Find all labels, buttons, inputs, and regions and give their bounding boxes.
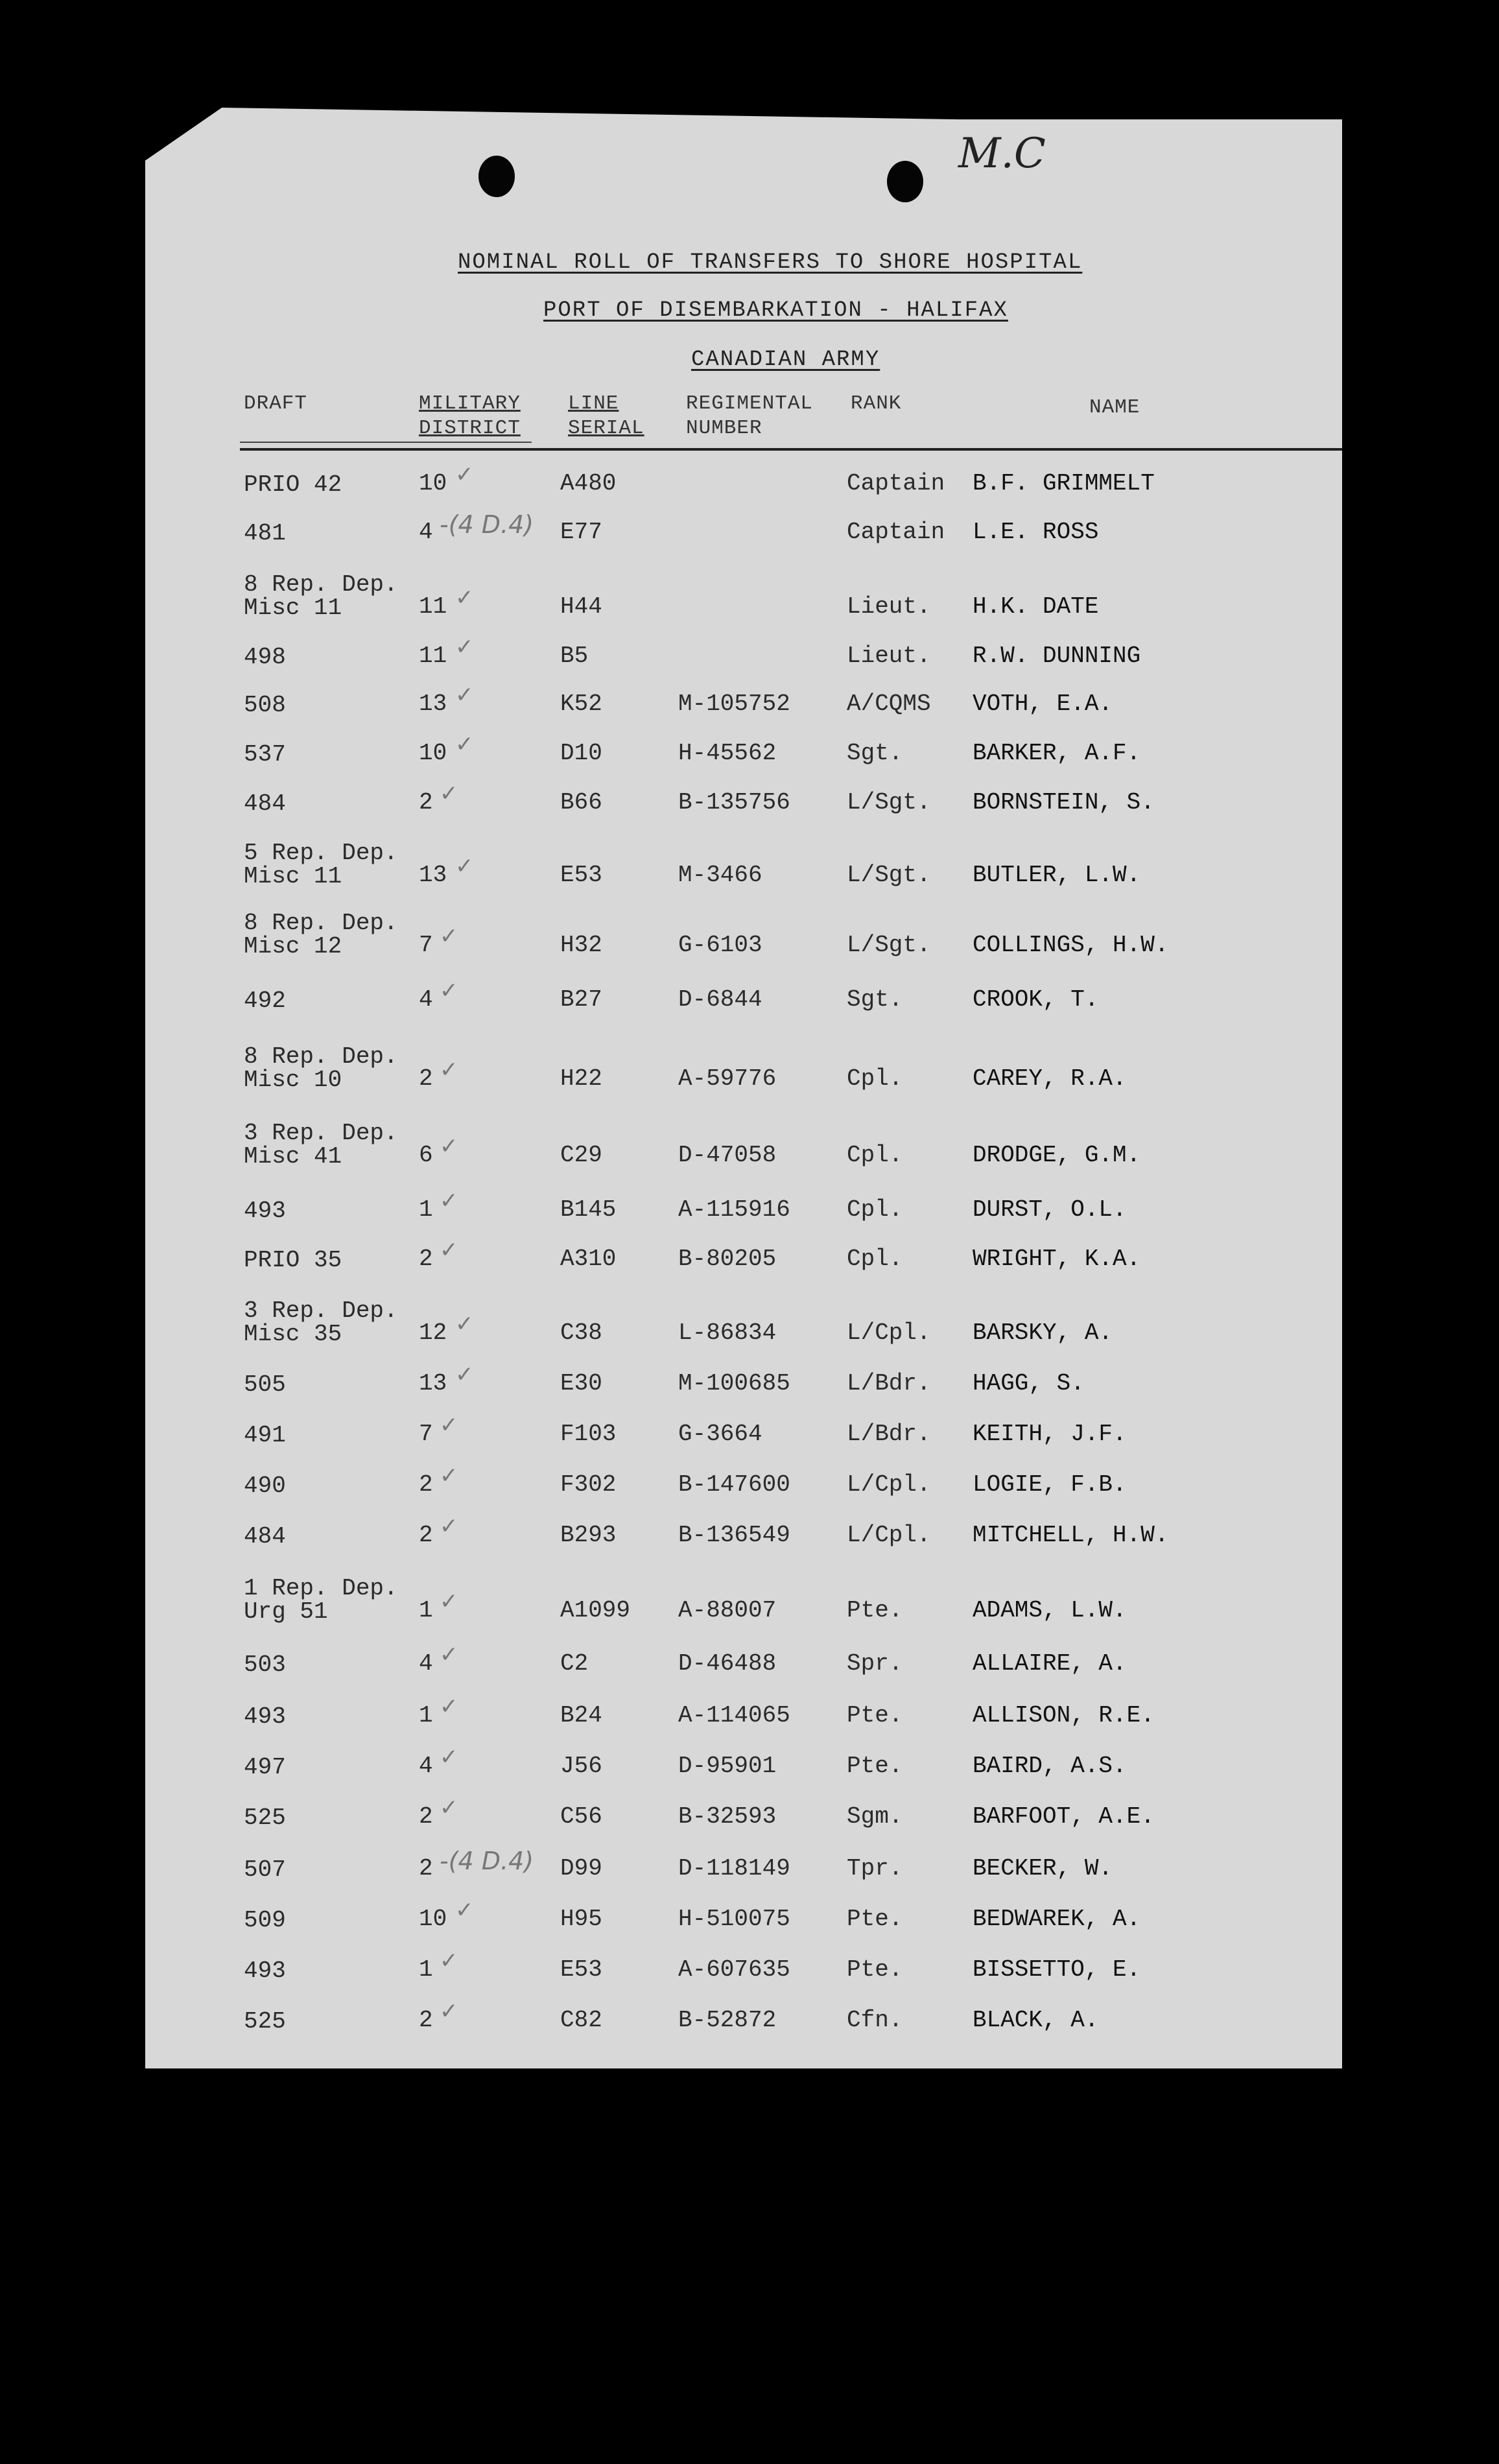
table-row bbox=[0, 1889, 1499, 1935]
draft-cell: 525 bbox=[244, 1805, 286, 1831]
rank-cell: Captain bbox=[847, 519, 945, 545]
table-row bbox=[0, 840, 1499, 891]
regimental-number-cell: B-32593 bbox=[678, 1803, 777, 1830]
table-row bbox=[0, 454, 1499, 499]
check-mark-icon: ✓ bbox=[440, 1057, 458, 1083]
table-row bbox=[0, 1634, 1499, 1679]
check-mark-icon: ✓ bbox=[455, 1897, 474, 1923]
check-mark-icon: ✓ bbox=[440, 1513, 458, 1539]
check-mark-icon: ✓ bbox=[440, 1998, 458, 2024]
regimental-number-cell: G-3664 bbox=[678, 1421, 762, 1447]
rank-cell: L/Cpl. bbox=[847, 1471, 931, 1498]
table-row bbox=[0, 773, 1499, 818]
draft-cell: 8 Rep. Dep. Misc 12 bbox=[244, 910, 398, 960]
rank-cell: Lieut. bbox=[847, 643, 931, 669]
rank-cell: Cpl. bbox=[847, 1142, 903, 1168]
draft-cell: 484 bbox=[244, 1523, 286, 1550]
line-serial-cell: F302 bbox=[560, 1471, 617, 1498]
rank-cell: A/CQMS bbox=[847, 691, 931, 717]
name-cell: VOTH, E.A. bbox=[973, 691, 1113, 717]
check-mark-icon: ✓ bbox=[455, 853, 474, 879]
district-cell: 2 bbox=[419, 1471, 433, 1498]
check-mark-icon: ✓ bbox=[440, 1795, 458, 1821]
regimental-number-cell: A-114065 bbox=[678, 1702, 790, 1729]
line-serial-cell: E30 bbox=[560, 1370, 602, 1397]
draft-cell: 497 bbox=[244, 1754, 286, 1781]
line-serial-cell: C29 bbox=[560, 1142, 602, 1168]
line-serial-cell: C82 bbox=[560, 2007, 602, 2033]
rank-cell: Tpr. bbox=[847, 1855, 903, 1882]
name-cell: BUTLER, L.W. bbox=[973, 862, 1141, 888]
check-mark-icon: ✓ bbox=[440, 1463, 458, 1489]
district-cell: 2 bbox=[419, 1522, 433, 1548]
line-serial-cell: K52 bbox=[560, 691, 602, 717]
rank-cell: L/Bdr. bbox=[847, 1370, 931, 1397]
draft-cell: 1 Rep. Dep. Urg 51 bbox=[244, 1575, 398, 1625]
check-mark-icon: ✓ bbox=[440, 1744, 458, 1770]
table-row bbox=[0, 503, 1499, 548]
draft-cell: 525 bbox=[244, 2008, 286, 2035]
name-cell: DRODGE, G.M. bbox=[973, 1142, 1141, 1168]
name-cell: BORNSTEIN, S. bbox=[973, 789, 1155, 816]
line-serial-cell: B145 bbox=[560, 1196, 617, 1223]
draft-cell: 484 bbox=[244, 790, 286, 817]
regimental-number-cell: B-135756 bbox=[678, 789, 790, 816]
draft-cell: 492 bbox=[244, 988, 286, 1014]
check-mark-icon: ✓ bbox=[455, 462, 474, 488]
table-row bbox=[0, 1404, 1499, 1450]
draft-cell: PRIO 42 bbox=[244, 471, 342, 498]
document-title: NOMINAL ROLL OF TRANSFERS TO SHORE HOSPITAL bbox=[458, 250, 1083, 275]
name-cell: BARSKY, A. bbox=[973, 1320, 1113, 1346]
regimental-number-cell: B-80205 bbox=[678, 1246, 777, 1272]
draft-cell: 503 bbox=[244, 1652, 286, 1678]
line-serial-cell: H95 bbox=[560, 1906, 602, 1932]
district-cell: 6 bbox=[419, 1142, 433, 1168]
check-mark-icon: ✓ bbox=[440, 1188, 458, 1214]
regimental-number-cell: A-59776 bbox=[678, 1065, 777, 1092]
table-row bbox=[0, 571, 1499, 622]
line-serial-cell: B293 bbox=[560, 1522, 617, 1548]
district-cell: 11 bbox=[419, 593, 447, 620]
check-mark-icon: ✓ bbox=[440, 1133, 458, 1159]
column-header-line-serial: LINE SERIAL bbox=[568, 392, 644, 440]
line-serial-cell: D99 bbox=[560, 1855, 602, 1882]
rank-cell: L/Cpl. bbox=[847, 1320, 931, 1346]
rank-cell: Cpl. bbox=[847, 1196, 903, 1223]
name-cell: CAREY, R.A. bbox=[973, 1065, 1127, 1092]
draft-cell: 8 Rep. Dep. Misc 10 bbox=[244, 1043, 398, 1093]
district-cell: 4 bbox=[419, 519, 433, 545]
draft-cell: 493 bbox=[244, 1198, 286, 1224]
regimental-number-cell: D-47058 bbox=[678, 1142, 777, 1168]
draft-cell: 507 bbox=[244, 1856, 286, 1883]
name-cell: DURST, O.L. bbox=[973, 1196, 1127, 1223]
district-cell: 2 bbox=[419, 1803, 433, 1830]
draft-cell: 505 bbox=[244, 1371, 286, 1398]
table-row bbox=[0, 1297, 1499, 1349]
district-cell: 13 bbox=[419, 1370, 447, 1397]
line-serial-cell: H22 bbox=[560, 1065, 602, 1092]
handwritten-note: -(4 D.4) bbox=[440, 510, 534, 539]
rank-cell: Cfn. bbox=[847, 2007, 903, 2033]
check-mark-icon: ✓ bbox=[440, 1642, 458, 1668]
rank-cell: Sgm. bbox=[847, 1803, 903, 1830]
name-cell: BAIRD, A.S. bbox=[973, 1753, 1127, 1779]
table-row bbox=[0, 1940, 1499, 1985]
table-row bbox=[0, 724, 1499, 769]
district-cell: 12 bbox=[419, 1320, 447, 1346]
check-mark-icon: ✓ bbox=[455, 731, 474, 757]
draft-cell: 509 bbox=[244, 1907, 286, 1934]
line-serial-cell: E77 bbox=[560, 519, 602, 545]
punch-hole bbox=[887, 161, 923, 202]
check-mark-icon: ✓ bbox=[440, 1589, 458, 1615]
table-row bbox=[0, 626, 1499, 672]
table-row bbox=[0, 970, 1499, 1015]
table-row bbox=[0, 1120, 1499, 1171]
name-cell: BISSETTO, E. bbox=[973, 1956, 1141, 1983]
name-cell: CROOK, T. bbox=[973, 986, 1099, 1013]
regimental-number-cell: M-100685 bbox=[678, 1370, 790, 1397]
regimental-number-cell: H-45562 bbox=[678, 740, 777, 766]
name-cell: MITCHELL, H.W. bbox=[973, 1522, 1169, 1548]
name-cell: BLACK, A. bbox=[973, 2007, 1099, 2033]
rank-cell: Pte. bbox=[847, 1702, 903, 1729]
name-cell: COLLINGS, H.W. bbox=[973, 932, 1169, 958]
name-cell: R.W. DUNNING bbox=[973, 643, 1141, 669]
district-cell: 2 bbox=[419, 2007, 433, 2033]
draft-cell: 3 Rep. Dep. Misc 41 bbox=[244, 1120, 398, 1170]
line-serial-cell: B5 bbox=[560, 643, 589, 669]
table-row bbox=[0, 910, 1499, 961]
rank-cell: Lieut. bbox=[847, 593, 931, 620]
rank-cell: Captain bbox=[847, 470, 945, 497]
regimental-number-cell: A-115916 bbox=[678, 1196, 790, 1223]
column-header-rank: RANK bbox=[851, 392, 902, 415]
draft-cell: 5 Rep. Dep. Misc 11 bbox=[244, 840, 398, 890]
district-cell: 10 bbox=[419, 1906, 447, 1932]
table-row bbox=[0, 1506, 1499, 1551]
regimental-number-cell: D-95901 bbox=[678, 1753, 777, 1779]
table-row bbox=[0, 1787, 1499, 1832]
line-serial-cell: J56 bbox=[560, 1753, 602, 1779]
line-serial-cell: A1099 bbox=[560, 1597, 631, 1624]
line-serial-cell: E53 bbox=[560, 862, 602, 888]
punch-hole bbox=[478, 156, 515, 197]
rank-cell: Sgt. bbox=[847, 740, 903, 766]
name-cell: L.E. ROSS bbox=[973, 519, 1099, 545]
check-mark-icon: ✓ bbox=[440, 1237, 458, 1263]
line-serial-cell: F103 bbox=[560, 1421, 617, 1447]
district-cell: 1 bbox=[419, 1702, 433, 1729]
draft-cell: 498 bbox=[244, 644, 286, 670]
name-cell: LOGIE, F.B. bbox=[973, 1471, 1127, 1498]
header-underline bbox=[240, 442, 532, 443]
name-cell: HAGG, S. bbox=[973, 1370, 1085, 1397]
regimental-number-cell: L-86834 bbox=[678, 1320, 777, 1346]
check-mark-icon: ✓ bbox=[455, 1311, 474, 1337]
column-header-district: MILITARY DISTRICT bbox=[419, 392, 521, 440]
regimental-number-cell: D-118149 bbox=[678, 1855, 790, 1882]
name-cell: ADAMS, L.W. bbox=[973, 1597, 1127, 1624]
line-serial-cell: B24 bbox=[560, 1702, 602, 1729]
rank-cell: Sgt. bbox=[847, 986, 903, 1013]
district-cell: 2 bbox=[419, 1855, 433, 1882]
table-row bbox=[0, 1229, 1499, 1275]
check-mark-icon: ✓ bbox=[455, 585, 474, 611]
district-cell: 1 bbox=[419, 1597, 433, 1624]
district-cell: 13 bbox=[419, 691, 447, 717]
name-cell: KEITH, J.F. bbox=[973, 1421, 1127, 1447]
table-row bbox=[0, 1736, 1499, 1782]
draft-cell: 3 Rep. Dep. Misc 35 bbox=[244, 1297, 398, 1347]
draft-cell: 508 bbox=[244, 692, 286, 718]
district-cell: 13 bbox=[419, 862, 447, 888]
check-mark-icon: ✓ bbox=[455, 634, 474, 660]
document-subtitle: PORT OF DISEMBARKATION - HALIFAX bbox=[543, 298, 1008, 323]
district-cell: 4 bbox=[419, 986, 433, 1013]
draft-cell: 481 bbox=[244, 520, 286, 547]
rank-cell: Pte. bbox=[847, 1753, 903, 1779]
table-row bbox=[0, 674, 1499, 720]
line-serial-cell: B66 bbox=[560, 789, 602, 816]
rank-cell: Spr. bbox=[847, 1650, 903, 1677]
column-header-name: NAME bbox=[1089, 396, 1140, 419]
rank-cell: L/Sgt. bbox=[847, 862, 931, 888]
rank-cell: Cpl. bbox=[847, 1065, 903, 1092]
name-cell: ALLISON, R.E. bbox=[973, 1702, 1155, 1729]
rank-cell: Pte. bbox=[847, 1956, 903, 1983]
check-mark-icon: ✓ bbox=[455, 1362, 474, 1388]
line-serial-cell: E53 bbox=[560, 1956, 602, 1983]
district-cell: 7 bbox=[419, 1421, 433, 1447]
table-row bbox=[0, 1455, 1499, 1500]
district-cell: 1 bbox=[419, 1196, 433, 1223]
line-serial-cell: C38 bbox=[560, 1320, 602, 1346]
regimental-number-cell: M-105752 bbox=[678, 691, 790, 717]
rank-cell: L/Sgt. bbox=[847, 789, 931, 816]
name-cell: H.K. DATE bbox=[973, 593, 1099, 620]
handwritten-note: -(4 D.4) bbox=[440, 1847, 534, 1875]
table-row bbox=[0, 1991, 1499, 2036]
regimental-number-cell: B-147600 bbox=[678, 1471, 790, 1498]
district-cell: 2 bbox=[419, 1246, 433, 1272]
district-cell: 2 bbox=[419, 789, 433, 816]
regimental-number-cell: A-88007 bbox=[678, 1597, 777, 1624]
line-serial-cell: D10 bbox=[560, 740, 602, 766]
check-mark-icon: ✓ bbox=[440, 978, 458, 1004]
regimental-number-cell: B-136549 bbox=[678, 1522, 790, 1548]
check-mark-icon: ✓ bbox=[440, 923, 458, 949]
regimental-number-cell: M-3466 bbox=[678, 862, 762, 888]
check-mark-icon: ✓ bbox=[455, 682, 474, 708]
line-serial-cell: H44 bbox=[560, 593, 602, 620]
line-serial-cell: A310 bbox=[560, 1246, 617, 1272]
rank-cell: L/Sgt. bbox=[847, 932, 931, 958]
rank-cell: Pte. bbox=[847, 1906, 903, 1932]
district-cell: 4 bbox=[419, 1650, 433, 1677]
table-row bbox=[0, 1180, 1499, 1226]
district-cell: 10 bbox=[419, 470, 447, 497]
handwritten-annotation: M.C bbox=[958, 130, 1046, 178]
table-row bbox=[0, 1686, 1499, 1731]
column-header-regimental: REGIMENTAL NUMBER bbox=[686, 392, 814, 440]
section-heading: CANADIAN ARMY bbox=[691, 348, 880, 372]
line-serial-cell: B27 bbox=[560, 986, 602, 1013]
check-mark-icon: ✓ bbox=[440, 781, 458, 807]
regimental-number-cell: A-607635 bbox=[678, 1956, 790, 1983]
rank-cell: Cpl. bbox=[847, 1246, 903, 1272]
regimental-number-cell: H-510075 bbox=[678, 1906, 790, 1932]
line-serial-cell: C56 bbox=[560, 1803, 602, 1830]
regimental-number-cell: B-52872 bbox=[678, 2007, 777, 2033]
district-cell: 2 bbox=[419, 1065, 433, 1092]
district-cell: 7 bbox=[419, 932, 433, 958]
draft-cell: 493 bbox=[244, 1703, 286, 1730]
table-row bbox=[0, 1354, 1499, 1399]
column-header-draft: DRAFT bbox=[244, 392, 308, 415]
name-cell: BARFOOT, A.E. bbox=[973, 1803, 1155, 1830]
check-mark-icon: ✓ bbox=[440, 1948, 458, 1974]
table-row bbox=[0, 1839, 1499, 1884]
draft-cell: 491 bbox=[244, 1422, 286, 1449]
line-serial-cell: H32 bbox=[560, 932, 602, 958]
name-cell: BEDWAREK, A. bbox=[973, 1906, 1141, 1932]
regimental-number-cell: G-6103 bbox=[678, 932, 762, 958]
draft-cell: 8 Rep. Dep. Misc 11 bbox=[244, 571, 398, 621]
check-mark-icon: ✓ bbox=[440, 1412, 458, 1438]
draft-cell: 490 bbox=[244, 1473, 286, 1499]
name-cell: BARKER, A.F. bbox=[973, 740, 1141, 766]
check-mark-icon: ✓ bbox=[440, 1694, 458, 1720]
district-cell: 4 bbox=[419, 1753, 433, 1779]
district-cell: 11 bbox=[419, 643, 447, 669]
name-cell: WRIGHT, K.A. bbox=[973, 1246, 1141, 1272]
district-cell: 1 bbox=[419, 1956, 433, 1983]
regimental-number-cell: D-46488 bbox=[678, 1650, 777, 1677]
regimental-number-cell: D-6844 bbox=[678, 986, 762, 1013]
name-cell: BECKER, W. bbox=[973, 1855, 1113, 1882]
table-row bbox=[0, 1575, 1499, 1626]
draft-cell: 493 bbox=[244, 1958, 286, 1984]
line-serial-cell: A480 bbox=[560, 470, 617, 497]
line-serial-cell: C2 bbox=[560, 1650, 589, 1677]
draft-cell: 537 bbox=[244, 741, 286, 768]
rank-cell: L/Cpl. bbox=[847, 1522, 931, 1548]
table-row bbox=[0, 1043, 1499, 1095]
draft-cell: PRIO 35 bbox=[244, 1247, 342, 1273]
district-cell: 10 bbox=[419, 740, 447, 766]
name-cell: ALLAIRE, A. bbox=[973, 1650, 1127, 1677]
header-rule bbox=[240, 448, 1342, 451]
name-cell: B.F. GRIMMELT bbox=[973, 470, 1155, 497]
rank-cell: L/Bdr. bbox=[847, 1421, 931, 1447]
rank-cell: Pte. bbox=[847, 1597, 903, 1624]
